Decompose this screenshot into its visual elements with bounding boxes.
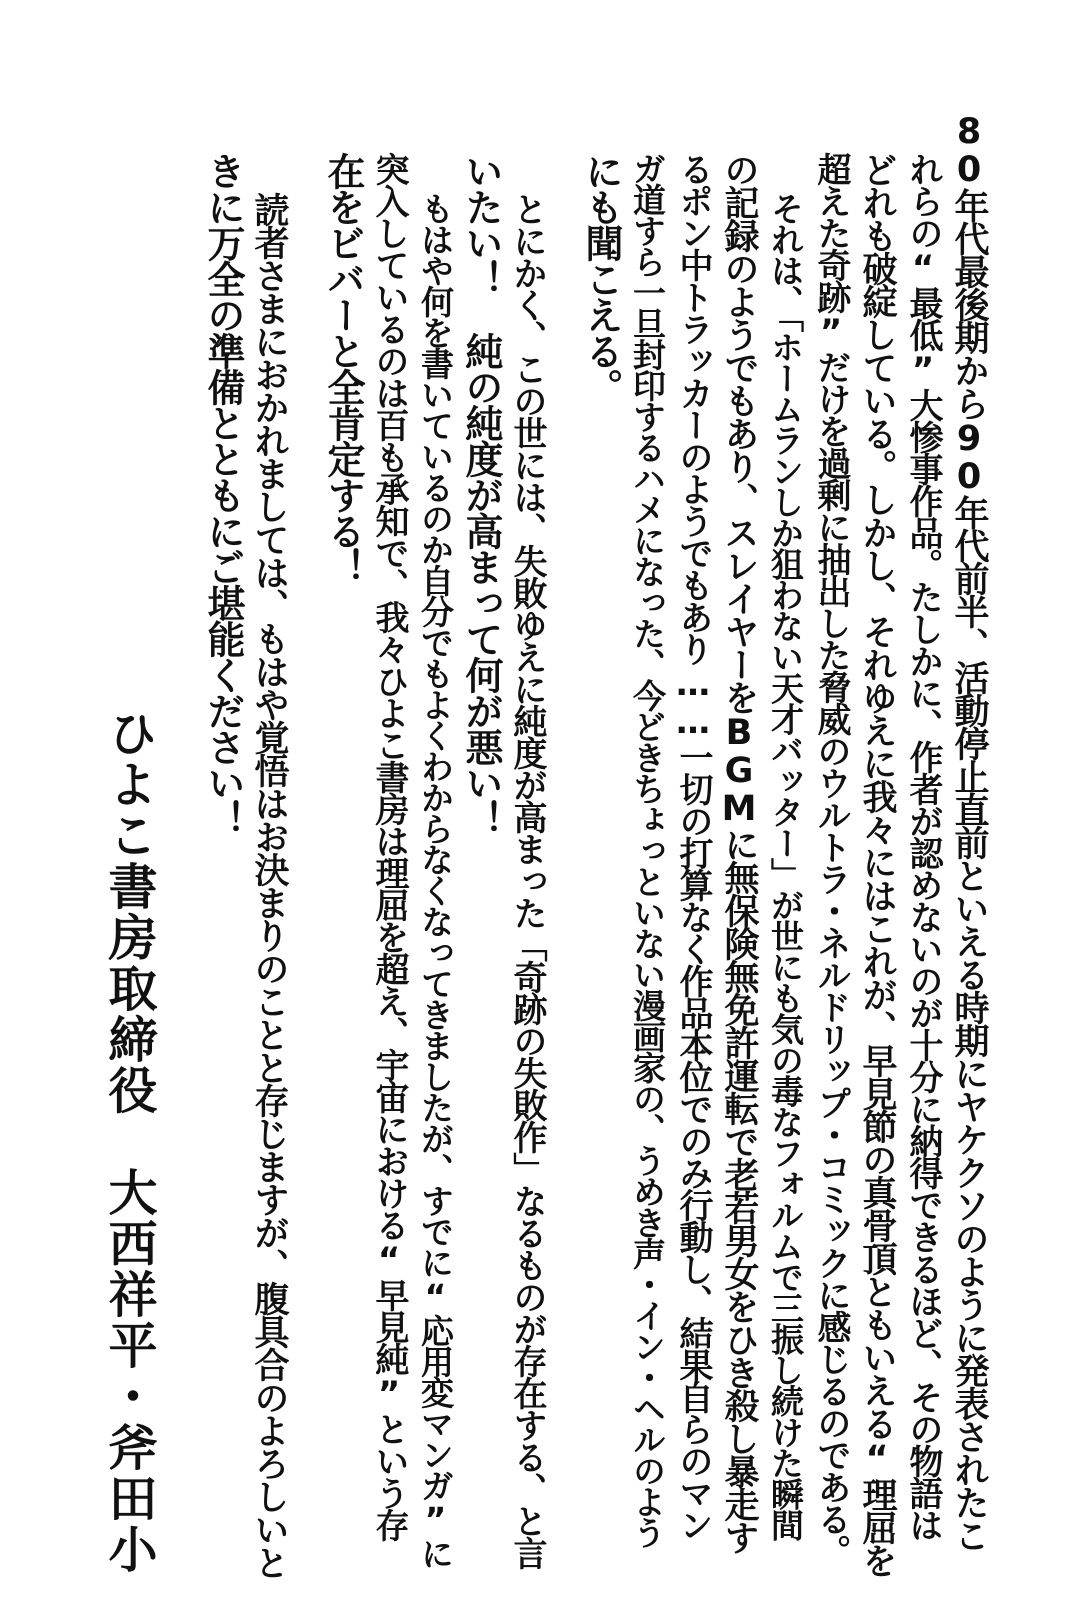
signature: ひよこ書房取締役 大西祥平・斧田小 [101,708,159,1575]
text-column-10: とにかく、この世には、失敗ゆえに純度が高まった「奇跡の失敗作」なるものが存在する、と言 [507,192,547,1568]
text-column-9: にも聞こえる。 [579,152,623,404]
text-column-3: どれも破綻している。しかし、それゆえに我々にはこれが、早見節の真骨頂ともいえる“理屈を [857,152,897,1576]
text-column-6: の記録のようでもあり、スレイヤーをBGMに無保険無免許運転で老若男女をひき殺し暴走す [719,152,759,1553]
text-column-4: 超えた奇跡”だけを過剰に抽出した脅威のウルトラ・ネルドリップ・コミックに感じるのである。 [811,152,851,1566]
text-column-7: るポン中トラッカーのようでもあり……一切の打算なく作品本位でのみ行動し、結果自らのマン [673,152,713,1540]
text-column-11: いたい！ 純の純度が高まって何が悪い！ [459,152,503,836]
text-column-5: それは、「ホームランしか狙わない天才バッター」が世にも気の毒なフォルムで三振し続けた瞬間 [766,192,805,1540]
text-column-2: れらの“最低”大惨事作品。たしかに、作者が認めないのが十分に納得できるほど、その物語は [903,152,943,1540]
text-column-15: 読者さまにおかれましては、もはや覚悟はお決まりのことと存じますが、腹具合のよろしいと [249,192,289,1578]
text-column-13: 突入しているのは百も承知で、我々ひよこ書房は理屈を超え、宇宙における“早見純”という存 [369,152,409,1540]
text-column-14: 在をビバーと全肯定する！ [321,152,365,584]
text-column-12: もはや何を書いているのか自分でもよくわからなくなってきましたが、すでに“応用変マンガ”に [416,192,455,1568]
text-column-8: ガ道すら一旦封印するハメになった、今どきちょっといない漫画家の、うめき声・イン・ヘルのよう [628,152,667,1547]
text-column-16: きに万全の準備とともにご堪能ください！ [201,152,245,836]
text-column-1: 80年代最後期から90年代前半、活動停止直前といえる時期にヤケクソのように発表されたこ [949,112,989,1551]
